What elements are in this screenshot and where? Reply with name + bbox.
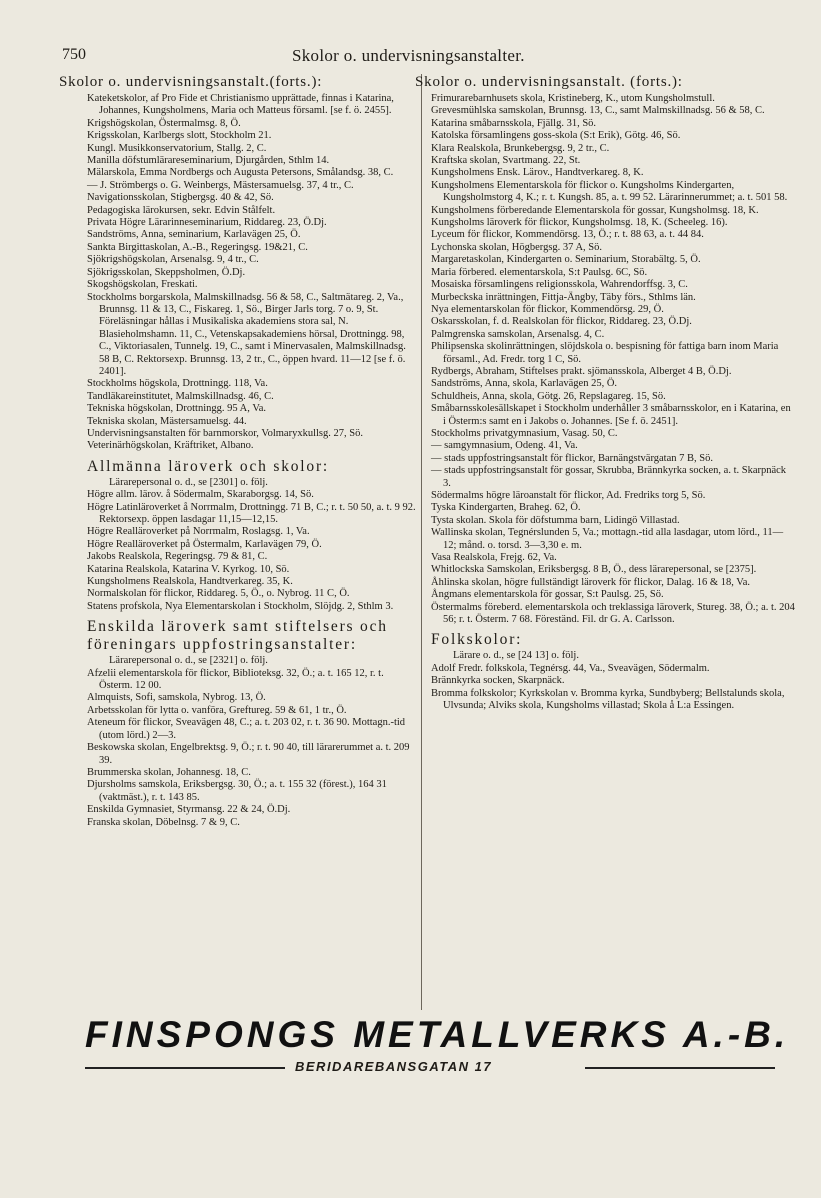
directory-entry: Palmgrenska samskolan, Arsenalsg. 4, C. <box>431 328 605 340</box>
directory-entry: Wallinska skolan, Tegnérslunden 5, Va.; mottagn.-tid alla lasdagar, utom lörd., 11—12; månd. o. torsd. 3—3,30 e. m. <box>431 527 784 551</box>
directory-entry: Tekniska skolan, Mästersamuelsg. 44. <box>87 415 247 427</box>
running-title: Skolor o. undervisningsanstalter. <box>292 46 525 65</box>
right-entry-list <box>431 93 796 626</box>
directory-entry: Tekniska högskolan, Drottningg. 95 A, Va. <box>87 403 267 415</box>
allmanna-heading: Allmänna läroverk och skolor: <box>87 457 330 475</box>
left-entry-list <box>87 93 417 453</box>
directory-entry: Tysta skolan. Skola för döfstumma barn, Lidingö Villastad. <box>431 514 680 526</box>
column-divider <box>421 74 422 1010</box>
directory-entry: Katarina småbarnsskola, Fjällg. 31, Sö. <box>431 117 597 129</box>
directory-entry: Sjökrigsskolan, Skeppsholmen, Ö.Dj. <box>87 266 246 278</box>
directory-entry: Schuldheis, Anna, skola, Götg. 26, Repslagareg. 15, Sö. <box>431 390 666 402</box>
directory-entry: Veterinärhögskolan, Kräftriket, Albano. <box>87 440 254 452</box>
directory-entry: Krigshögskolan, Östermalmsg. 8, Ö. <box>87 117 241 129</box>
directory-entry: Kungsholms läroverk för flickor, Kungsholmsg. 18, K. (Scheeleg. 16). <box>431 217 728 229</box>
directory-entry: — J. Strömbergs o. G. Weinbergs, Mästersamuelsg. 37, 4 tr., C. <box>87 179 354 191</box>
directory-entry: Jakobs Realskola, Regeringsg. 79 & 81, C. <box>87 551 268 563</box>
directory-entry: Kungsholmens Ensk. Lärov., Handtverkareg. 8, K. <box>431 167 644 179</box>
advertisement-address-row <box>85 1059 775 1075</box>
directory-entry: Krigsskolan, Karlbergs slott, Stockholm 21. <box>87 130 272 142</box>
directory-entry: — stads uppfostringsanstalt för flickor, Barnängstvärgatan 7 B, Sö. <box>431 452 713 464</box>
directory-entry: Södermalms högre läroanstalt för flickor, Ad. Fredriks torg 5, Sö. <box>431 490 706 501</box>
directory-entry: Katarina Realskola, Katarina V. Kyrkog. 10, Sö. <box>87 563 290 575</box>
enskilda-subheading: Lärarepersonal o. d., se [2321] o. följ. <box>109 655 268 667</box>
allmanna-subheading: Lärarepersonal o. d., se [2301] o. följ. <box>109 476 268 488</box>
directory-entry: Grevesmühlska samskolan, Brunnsg. 13, C., samt Malmskillnadsg. 56 & 58, C. <box>431 105 765 117</box>
directory-entry: Katolska församlingens goss-skola (S:t Erik), Götg. 46, Sö. <box>431 130 681 142</box>
directory-entry: Vasa Realskola, Frejg. 62, Va. <box>431 552 557 564</box>
directory-entry: Kungsholmens Elementarskola för flickor o. Kungsholms Kindergarten, Kungsholmstorg 4, K.; r. t. Kungsh. 85, a. t. 99 52. Lärarinnerummet; a. t. 501 58. <box>431 179 788 204</box>
directory-entry: Maria förbered. elementarskola, S:t Paulsg. 6C, Sö. <box>431 266 648 278</box>
directory-entry: Statens profskola, Nya Elementarskolan i Stockholm, Slöjdg. 2, Sthlm 3. <box>87 600 394 612</box>
directory-entry: Högre allm. lärov. å Södermalm, Skaraborgsg. 14, Sö. <box>87 489 314 501</box>
directory-entry: Rydbergs, Abraham, Stiftelses prakt. sjömansskola, Alberget 4 B, Ö.Dj. <box>431 365 732 377</box>
directory-entry: Frimurarebarnhusets skola, Kristineberg, K., utom Kungsholmstull. <box>431 93 715 104</box>
directory-entry: Bromma folkskolor; Kyrkskolan v. Bromma kyrka, Sundbyberg; Bellstalunds skola, Ulvsunda; Alviks skola, Kungsholms villastad; Skola å L:a Essingen. <box>431 687 785 712</box>
advertisement-address: BERIDAREBANSGATAN 17 <box>295 1059 493 1074</box>
enskilda-entry-list <box>87 668 417 829</box>
directory-entry: Mosaiska församlingens religionsskola, Wahrendorffsg. 3, C. <box>431 279 688 291</box>
directory-entry: Högre Latinläroverket å Norrmalm, Drottningg. 71 B, C.; r. t. 50 50, a. t. 9 92. Rektorsexp. öppen lasdagar 11,15—12,15. <box>87 501 416 525</box>
address-rule-left <box>85 1067 285 1069</box>
directory-entry: Stockholms högskola, Drottningg. 118, Va. <box>87 378 268 390</box>
advertisement-footer <box>85 1014 790 1075</box>
directory-entry: Nya elementarskolan för flickor, Kommendörsg. 29, Ö. <box>431 303 664 315</box>
directory-entry: Östermalms föreberd. elementarskola och treklassiga läroverk, Stureg. 38, Ö.; a. t. 204 56; r. t. Österm. 7 68. Föreständ. Fil. dr G. A. Carlsson. <box>431 601 795 626</box>
directory-entry: Privata Högre Lärarinneseminarium, Riddareg. 23, Ö.Dj. <box>87 217 327 229</box>
directory-entry: Sandströms, Anna, skola, Karlavägen 25, Ö. <box>431 378 618 390</box>
directory-entry: Adolf Fredr. folkskola, Tegnérsg. 44, Va., Sveavägen, Södermalm. <box>431 662 710 674</box>
left-column-heading: Skolor o. undervisningsanstalt.(forts.): <box>59 74 323 90</box>
directory-entry: — stads uppfostringsanstalt för gossar, Skrubba, Brännkyrka socken, a. t. Skarpnäck 3. <box>431 465 787 489</box>
directory-entry: Kateketskolor, af Pro Fide et Christianismo upprättade, finnas i Katarina, Johannes, Kungsholmens, Maria och Matteus församl. [se f. ö. 2455]. <box>87 93 394 117</box>
directory-entry: Franska skolan, Döbelnsg. 7 & 9, C. <box>87 816 240 828</box>
directory-entry: Högre Realläroverket på Norrmalm, Roslagsg. 1, Va. <box>87 526 310 538</box>
directory-entry: Margaretaskolan, Kindergarten o. Seminarium, Storabältg. 5, Ö. <box>431 254 701 266</box>
directory-entry: — samgymnasium, Odeng. 41, Va. <box>431 440 578 452</box>
directory-entry: Sandströms, Anna, seminarium, Karlavägen 25, Ö. <box>87 229 301 241</box>
directory-entry: Murbeckska inrättningen, Fittja-Ängby, Täby förs., Sthlms län. <box>431 291 696 303</box>
directory-entry: Afzelii elementarskola för flickor, Biblioteksg. 32, Ö.; a. t. 165 12, r. t. Österm. 12 00. <box>87 667 384 692</box>
directory-entry: Kungl. Musikkonservatorium, Stallg. 2, C. <box>87 142 267 154</box>
folkskolor-heading: Folkskolor: <box>431 631 523 649</box>
directory-entry: Skogshögskolan, Freskati. <box>87 279 198 291</box>
directory-entry: Åhlinska skolan, högre fullständigt läroverk för flickor, Dalag. 16 & 18, Va. <box>431 576 750 588</box>
directory-entry: Sjökrigshögskolan, Arsenalsg. 9, 4 tr., C. <box>87 254 259 266</box>
directory-entry: Navigationsskolan, Stigbergsg. 40 & 42, Sö. <box>87 192 274 204</box>
right-column-heading: Skolor o. undervisningsanstalt. (forts.): <box>415 74 683 90</box>
directory-entry: Djursholms samskola, Eriksbergsg. 30, Ö.; a. t. 155 32 (förest.), 164 31 (vaktmäst.), r. t. 143 85. <box>87 779 387 803</box>
directory-entry: Manilla döfstumlärareseminarium, Djurgården, Sthlm 14. <box>87 155 330 167</box>
directory-entry: Ångmans elementarskola för gossar, S:t Paulsg. 25, Sö. <box>431 589 664 601</box>
directory-entry: Sankta Birgittaskolan, A.-B., Regeringsg. 19&21, C. <box>87 241 308 253</box>
directory-entry: Oskarsskolan, f. d. Realskolan för flickor, Riddareg. 23, Ö.Dj. <box>431 316 692 328</box>
directory-entry: Brummerska skolan, Johannesg. 18, C. <box>87 766 251 778</box>
folkskolor-entry-list <box>431 663 796 713</box>
advertisement-banner: FINSPONGS METALLVERKS A.-B. <box>85 1014 790 1055</box>
directory-entry: Högre Realläroverket på Östermalm, Karlavägen 79, Ö. <box>87 538 322 550</box>
directory-entry: Kungsholmens Realskola, Handtverkareg. 35, K. <box>87 576 293 588</box>
page-header <box>62 46 781 68</box>
folkskolor-subheading: Lärare o. d., se [24 13] o. följ. <box>453 650 579 662</box>
directory-entry: Lyceum för flickor, Kommendörsg. 13, Ö.; r. t. 88 63, a. t. 44 84. <box>431 229 704 241</box>
directory-entry: Undervisningsanstalten för barnmorskor, Volmaryxkullsg. 27, Sö. <box>87 427 363 439</box>
directory-entry: Klara Realskola, Brunkebergsg. 9, 2 tr., C. <box>431 142 610 154</box>
directory-entry: Normalskolan för flickor, Riddareg. 5, Ö., o. Nybrog. 11 C, Ö. <box>87 588 350 600</box>
enskilda-heading: Enskilda läroverk samt stiftelsers och föreningars uppfostringsanstalter: <box>87 618 388 654</box>
directory-entry: Mälarskola, Emma Nordbergs och Augusta Petersons, Smålandsg. 38, C. <box>87 167 394 179</box>
left-column <box>59 72 417 829</box>
directory-entry: Tyska Kindergarten, Braheg. 62, Ö. <box>431 502 581 514</box>
directory-entry: Philipsenska skolinrättningen, slöjdskola o. bespisning för fattiga barn inom Maria församl., Ad. Fredr. torg 1 C, Sö. <box>431 341 779 365</box>
directory-entry: Almquists, Sofi, samskola, Nybrog. 13, Ö. <box>87 692 266 704</box>
directory-entry: Lychonska skolan, Högbergsg. 37 A, Sö. <box>431 241 603 253</box>
directory-entry: Stockholms privatgymnasium, Vasag. 50, C. <box>431 427 618 439</box>
directory-entry: Brännkyrka socken, Skarpnäck. <box>431 675 565 687</box>
directory-entry: Kungsholmens förberedande Elementarskola för gossar, Kungsholmsg. 18, K. <box>431 204 759 216</box>
directory-entry: Pedagogiska lärokursen, sekr. Edvin Stålfelt. <box>87 204 276 216</box>
directory-entry: Enskilda Gymnasiet, Styrmansg. 22 & 24, Ö.Dj. <box>87 804 291 816</box>
page-number: 750 <box>62 46 86 63</box>
directory-entry: Whitlockska Samskolan, Eriksbergsg. 8 B, Ö., dess lärarepersonal, se [2375]. <box>431 564 757 576</box>
directory-entry: Småbarnsskolesällskapet i Stockholm underhåller 3 småbarnsskolor, en i Katarina, en i Österm:s samt en i Jakobs o. Johannes. [Se f. ö. 2451]. <box>431 403 791 427</box>
allmanna-entry-list <box>87 489 417 613</box>
address-rule-right <box>585 1067 775 1069</box>
right-column <box>415 72 796 713</box>
directory-entry: Kraftska skolan, Svartmang. 22, St. <box>431 155 581 167</box>
directory-entry: Ateneum för flickor, Sveavägen 48, C.; a. t. 203 02, r. t. 36 90. Mottagn.-tid (utom lörd.) 2—3. <box>87 717 406 741</box>
directory-entry: Stockholms borgarskola, Malmskillnadsg. 56 & 58, C., Saltmätareg. 2, Va., Brunnsg. 11 & 13, C., Fiskareg. 1, Sö., Birger Jarls torg. 7 o. 9, St. Föreläsningar hållas i Musikaliska akademiens stora sal, N. Blasieholmshamn. 11, C., Vetenskapsakademiens hörsal, Drottningg. 98, C., Viktoriasalen, Tunnelg. 19, C., samt i Minervasalen, Malmskillnadsg. 58 B, C. Rektorsexp. Brunnsg. 13, 2 tr., C., öppen hvard. 11—12 [se f. ö. 2401]. <box>87 291 406 377</box>
directory-entry: Arbetsskolan för lytta o. vanföra, Greftureg. 59 & 61, 1 tr., Ö. <box>87 704 347 716</box>
directory-entry: Tandläkareinstitutet, Malmskillnadsg. 46, C. <box>87 390 274 402</box>
directory-entry: Beskowska skolan, Engelbrektsg. 9, Ö.; r. t. 90 40, till lärarerummet a. t. 209 39. <box>87 742 410 766</box>
